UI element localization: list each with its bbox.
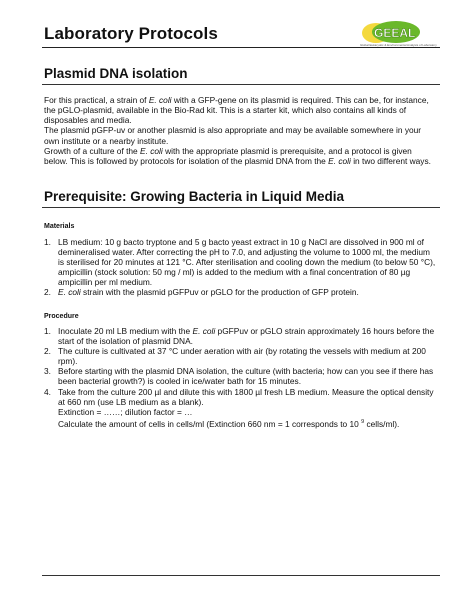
- section-title-prerequisite: Prerequisite: Growing Bacteria in Liquid Media: [44, 189, 345, 204]
- list-item: 2. E. coli strain with the plasmid pGFPuv or pGLO for the production of GFP protein.: [44, 287, 359, 298]
- list-item: 4. Take from the culture 200 µl and dilute this with 1800 µl fresh LB medium. Measure the optical density at 660 nm (use LB medium as a blank). Extinction = ……; dilution factor = … Calculate the amount of cells in cells/ml (Extinction 660 nm = 1 corresponds to 10 $^9$ cells/ml).: [44, 386, 434, 429]
- intro-paragraph-1: For this practical, a strain of E. coli with a GFP-gene on its plasmid is required. This can be, for instance, the pGLO-plasmid, available in the Bio-Rad kit. This is a starter kit, which also contains all kinds of disposables and media.: [44, 95, 429, 126]
- header-divider: [42, 47, 440, 48]
- materials-list: [44, 237, 436, 298]
- logo-text: GEEAL: [374, 26, 416, 40]
- procedure-list: [44, 326, 436, 429]
- section-divider: [42, 84, 440, 85]
- intro-text: [44, 95, 436, 166]
- page-title: Laboratory Protocols: [44, 24, 218, 43]
- intro-paragraph-2: The plasmid pGFP-uv or another plasmid is also appropriate and may be available somewhere in your own institute or a nearby institute.: [44, 125, 422, 146]
- section-title-plasmid-isolation: Plasmid DNA isolation: [44, 66, 188, 81]
- list-item: 1. Inoculate 20 ml LB medium with the E. coli pGFPuv or pGLO strain approximately 16 hours before the start of the isolation of plasmid DNA.: [44, 326, 435, 347]
- section-divider: [42, 207, 440, 208]
- materials-heading: Materials: [44, 223, 75, 230]
- list-item: 2. The culture is cultivated at 37 °C under aeration with air (by rotating the vessels with medium at 200 rpm).: [44, 346, 426, 367]
- procedure-heading: Procedure: [44, 313, 79, 320]
- intro-paragraph-3: Growth of a culture of the E. coli with the appropriate plasmid is prerequisite, and a protocol is given below. This is followed by protocols for isolation of the plasmid DNA from the E. coli in two different ways.: [44, 145, 431, 166]
- logo-subtitle: Global Eukaryotic & Environmental Analysis of Laboratory: [360, 43, 437, 47]
- list-item: 1. LB medium: 10 g bacto tryptone and 5 g bacto yeast extract in 10 g NaCl are dissolved in 900 ml of demineralised water. After correcting the pH to 7.0, and adjusting the volume to 1000 ml, the medium is sterilised for 20 minutes at 121 °C. After sterilisation and cooling down the medium (to below 50 °C), ampicillin (stock solution: 50 mg / ml) is added to the medium with a final concentration of 80 µg ampicillin per ml medium.: [44, 237, 436, 288]
- list-item: 3. Before starting with the plasmid DNA isolation, the culture (with bacteria; how can you see if there has been bacterial growth?) is cooled in ice/water bath for 15 minutes.: [44, 366, 434, 387]
- footer-divider: [42, 575, 440, 576]
